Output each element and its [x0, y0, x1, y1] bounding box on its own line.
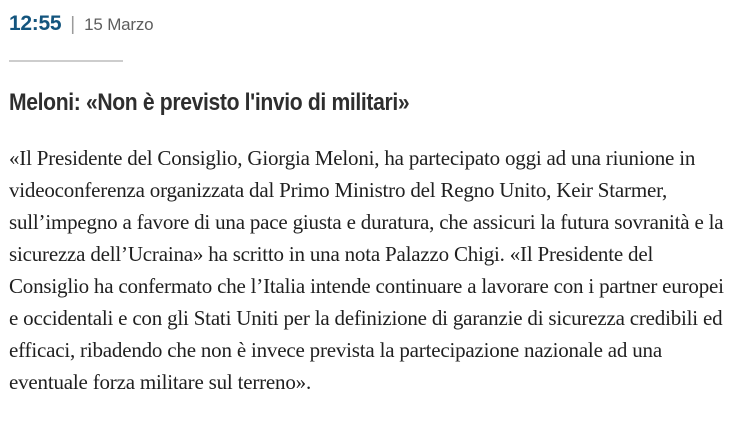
entry-time: 12:55 — [9, 12, 62, 35]
entry-body: «Il Presidente del Consiglio, Giorgia Meloni, ha partecipato oggi ad una riunione in videoconferenza organizzata dal Primo Ministro del Regno Unito, Keir Starmer, sull’impegno a favore di una pace giusta e duratura, che assicuri la futura sovranità e la sicurezza dell’Ucraina» ha scritto in una nota Palazzo Chigi. «Il Presidente del Consiglio ha confermato che l’Italia intende continuare a lavorare con i partner europei e occidentali e con gli Stati Uniti per la definizione di garanzie di sicurezza credibili ed efficaci, ribadendo che non è invece prevista la partecipazione nazionale ad una eventuale forza militare sul terreno». — [9, 146, 724, 394]
entry-divider — [9, 60, 123, 62]
entry-date: 15 Marzo — [84, 15, 154, 34]
entry-headline: Meloni: «Non è previsto l'invio di militari» — [9, 89, 410, 116]
meta-separator: | — [70, 14, 76, 35]
entry-meta — [9, 13, 736, 36]
